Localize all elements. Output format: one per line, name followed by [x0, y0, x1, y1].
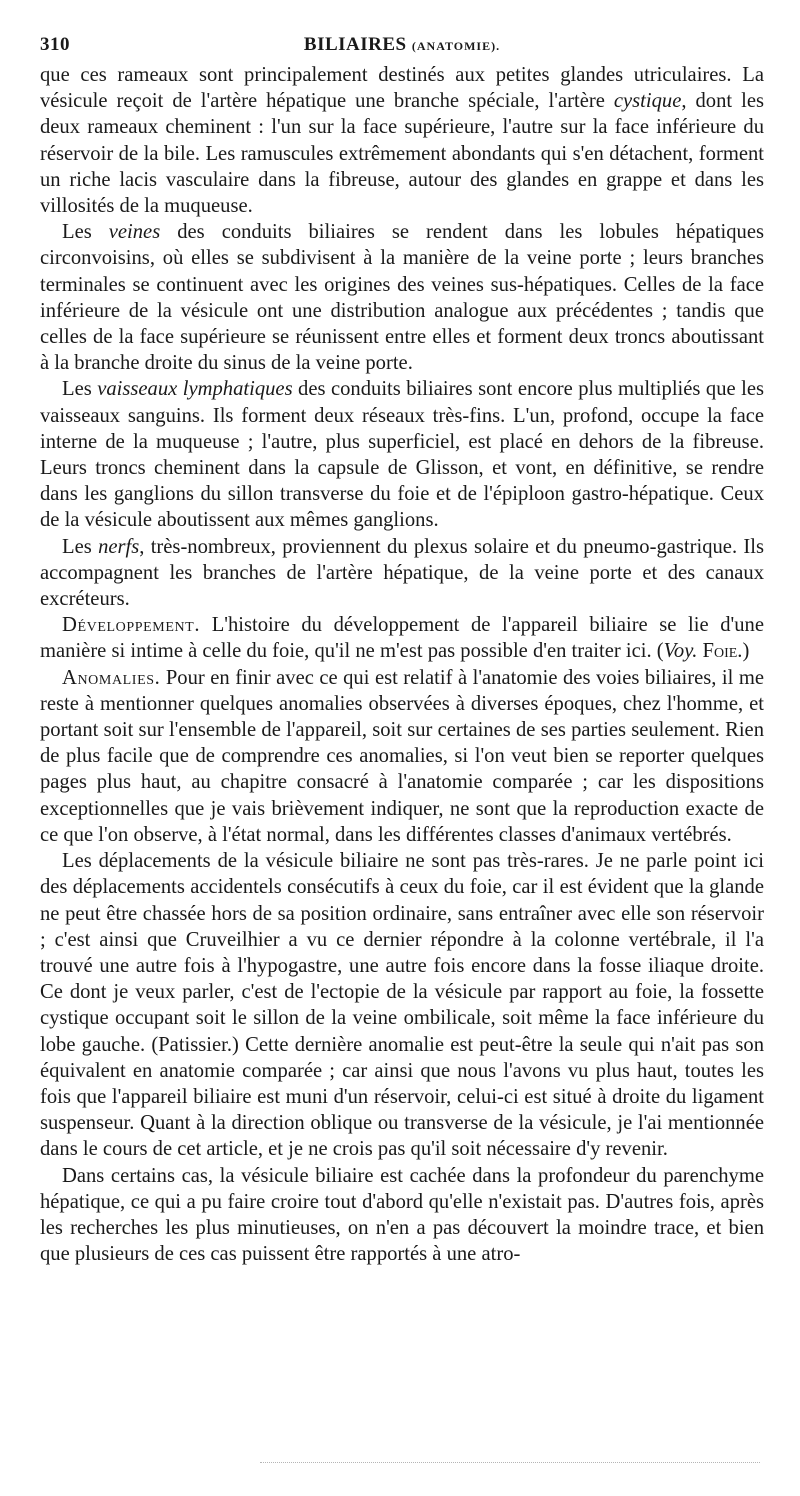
- paragraph-arteries-continued: que ces rameaux sont principalement destinés aux petites glandes utriculaires. La vésicule reçoit de l'artère hépatique une branche spéciale, l'artère cystique, dont les deux rameaux cheminent : l'un sur la face supérieure, l'autre sur la face inférieure du réservoir de la bile. Les ramuscules extrêmement abondants qui s'en détachent, forment un riche lacis vasculaire dans la fibreuse, autour des glandes en grappe et dans les villosités de la muqueuse.: [40, 64, 764, 218]
- page: [40, 28, 764, 1267]
- running-head: [40, 34, 764, 56]
- running-head-title: BILIAIRES: [303, 34, 407, 55]
- body-text: [40, 62, 764, 1267]
- ref-voy: Voy.: [663, 640, 698, 663]
- page-header: [40, 28, 764, 62]
- paragraph-developpement: Développement. L'histoire du développement de l'appareil biliaire se lie d'une manière si intime à celle du foie, qu'il ne m'est pas possible d'en traiter ici. (Voy. Foie.): [40, 614, 764, 663]
- paragraph-nerfs: Les nerfs, très-nombreux, proviennent du plexus solaire et du pneumo-gastrique. Ils accompagnent les branches de l'artère hépatique, de la veine porte et des canaux excréteurs.: [40, 535, 765, 611]
- ref-foie: Foie: [697, 640, 738, 663]
- section-label-anomalies: Anomalies.: [62, 666, 161, 689]
- paragraph-vesicule-cachee: Dans certains cas, la vésicule biliaire est cachée dans la profondeur du parenchyme hépatique, ce qui a pu faire croire tout d'abord qu'elle n'existait pas. D'autres fois, après les recherches les plus minutieuses, on n'en a pas découvert la moindre trace, et bien que plusieurs de ces cas puissent être rapportés à une atro-: [40, 1164, 764, 1266]
- paragraph-anomalies: Anomalies. Pour en finir avec ce qui est relatif à l'anatomie des voies biliaires, il me reste à mentionner quelques anomalies observées à diverses époques, chez l'homme, et portant soit sur l'ensemble de l'appareil, soit sur certaines de ses parties seulement. Rien de plus facile que de comprendre ces anomalies, si l'on veut bien se reporter quelques pages plus haut, au chapitre consacré à l'anatomie comparée ; car les dispositions exceptionnelles que je vais brièvement indiquer, ne sont que la reproduction exacte de ce que l'on observe, à l'état normal, dans les différentes classes d'animaux vertébrés.: [40, 666, 764, 846]
- term-nerfs: nerfs: [98, 535, 140, 558]
- footer-rule: [260, 1462, 760, 1465]
- paragraph-deplacements: Les déplacements de la vésicule biliaire ne sont pas très-rares. Je ne parle point ici des déplacements accidentels consécutifs à ceux du foie, car il est évident que la glande ne peut être chassée hors de sa position ordinaire, sans entraîner avec elle son réservoir ; c'est ainsi que Cruveilhier a vu ce dernier répondre à la colonne vertébrale, il l'a trouvé une autre fois à l'hypogastre, une autre fois encore dans la fosse iliaque droite. Ce dont je veux parler, c'est de l'ectopie de la vésicule par rapport au foie, la fossette cystique occupant soit le sillon de la veine ombilicale, soit même la face inférieure du lobe gauche. (Patissier.) Cette dernière anomalie est peut-être la seule qui n'ait pas son équivalent en anatomie comparée ; car ainsi que nous l'avons vu plus haut, toutes les fois que l'appareil biliaire est muni d'un réservoir, celui-ci est situé à droite du ligament suspenseur. Quant à la direction oblique ou transverse de la vésicule, je l'ai mentionnée dans le cours de cet article, et je ne crois pas qu'il soit nécessaire d'y revenir.: [40, 850, 764, 1161]
- term-vaisseaux-lymphatiques: vaisseaux lymphatiques: [97, 378, 293, 401]
- page-number: 310: [40, 34, 70, 55]
- term-veines: veines: [108, 221, 161, 244]
- running-head-subtitle: (ANATOMIE).: [411, 39, 501, 53]
- term-cystique: cystique: [613, 90, 682, 113]
- section-label-developpement: Développement.: [62, 614, 201, 637]
- paragraph-lymphatiques: Les vaisseaux lymphatiques des conduits biliaires sont encore plus multipliés que les vaisseaux sanguins. Ils forment deux réseaux très-fins. L'un, profond, occupe la face interne de la muqueuse ; l'autre, plus superficiel, est placé en dehors de la fibreuse. Leurs troncs cheminent dans la capsule de Glisson, et vont, en définitive, se rendre dans les ganglions du sillon transverse du foie et de l'épiploon gastro-hépatique. Ceux de la vésicule aboutissent aux mêmes ganglions.: [40, 378, 764, 532]
- paragraph-veines: Les veines des conduits biliaires se rendent dans les lobules hépatiques circonvoisins, où elles se subdivisent à la manière de la veine porte ; leurs branches terminales se continuent avec les origines des veines sus-hépatiques. Celles de la face inférieure de la vésicule ont une distribution analogue aux précédentes ; tandis que celles de la face supérieure se réunissent entre elles et forment deux troncs aboutissant à la branche droite du sinus de la veine porte.: [40, 221, 764, 375]
